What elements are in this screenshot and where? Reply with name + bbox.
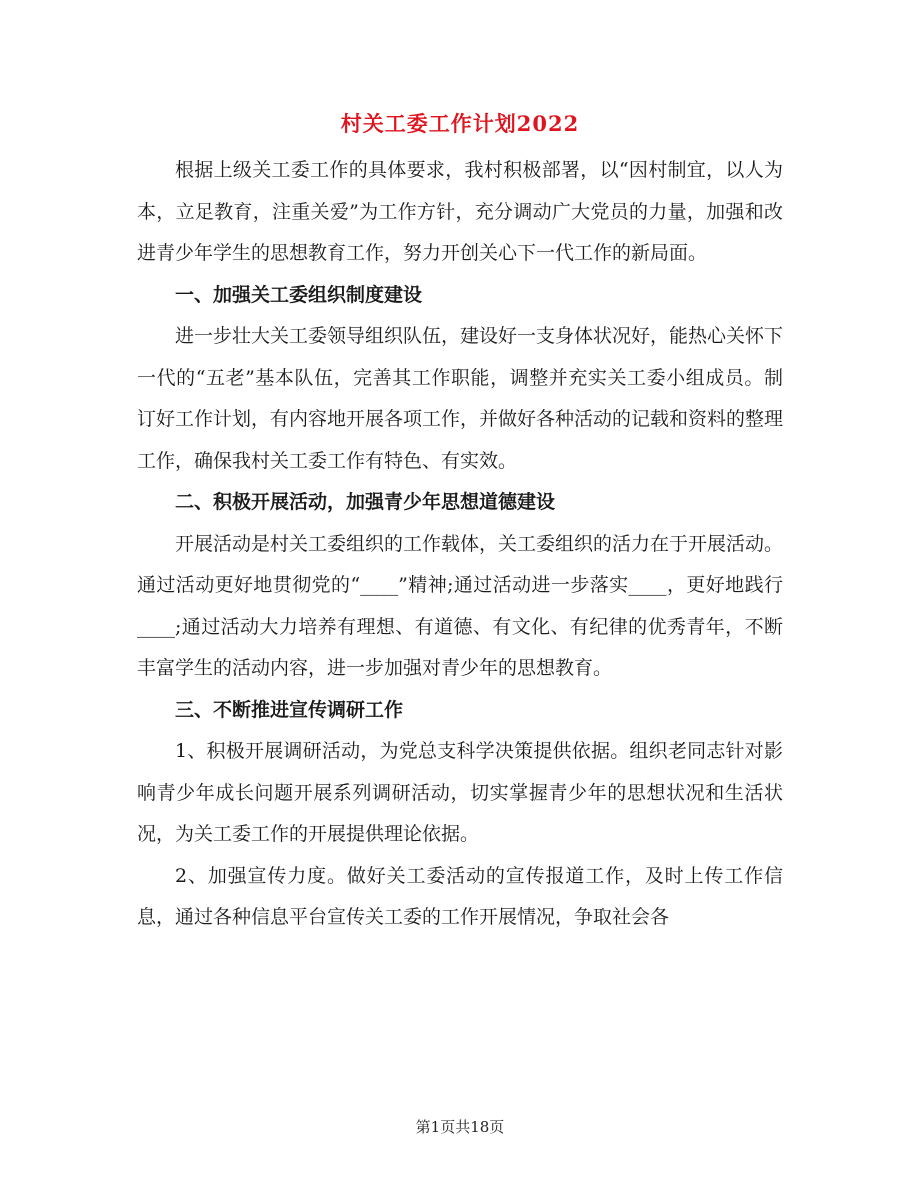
section-2-heading: 二、积极开展活动，加强青少年思想道德建设 [175, 491, 556, 513]
section-3-heading: 三、不断推进宣传调研工作 [175, 698, 404, 721]
intro-paragraph: 根据上级关工委工作的具体要求，我村积极部署，以“因村制宜，以人为本，立足教育，注重关爱”为工作方针，充分调动广大党员的力量，加强和改进青少年学生的思想教育工作，努力开创关心下一代工作的新局面。 [137, 159, 783, 264]
document-title: 村关工委工作计划2022 [340, 111, 580, 136]
document-body [137, 150, 783, 939]
section-3-item-1: 1、积极开展调研活动，为党总支科学决策提供依据。组织老同志针对影响青少年成长问题开展系列调研活动，切实掌握青少年的思想状况和生活状况，为关工委工作的开展提供理论依据。 [137, 740, 783, 845]
section-1-paragraph: 进一步壮大关工委领导组织队伍，建设好一支身体状况好，能热心关怀下一代的“五老”基本队伍，完善其工作职能，调整并充实关工委小组成员。制订好工作计划，有内容地开展各项工作，并做好各种活动的记载和资料的整理工作，确保我村关工委工作有特色、有实效。 [137, 325, 784, 472]
section-1-heading: 一、加强关工委组织制度建设 [175, 283, 423, 306]
section-2-paragraph: 开展活动是村关工委组织的工作载体，关工委组织的活力在于开展活动。通过活动更好地贯彻党的“____”精神;通过活动进一步落实____，更好地践行____;通过活动大力培养有理想、有道德、有文化、有纪律的优秀青年，不断丰富学生的活动内容，进一步加强对青少年的思想教育。 [137, 532, 784, 679]
page-number-footer: 第1页共18页 [415, 1118, 505, 1136]
section-3-item-2: 2、加强宣传力度。做好关工委活动的宣传报道工作，及时上传工作信息，通过各种信息平台宣传关工委的工作开展情况，争取社会各 [137, 864, 783, 928]
